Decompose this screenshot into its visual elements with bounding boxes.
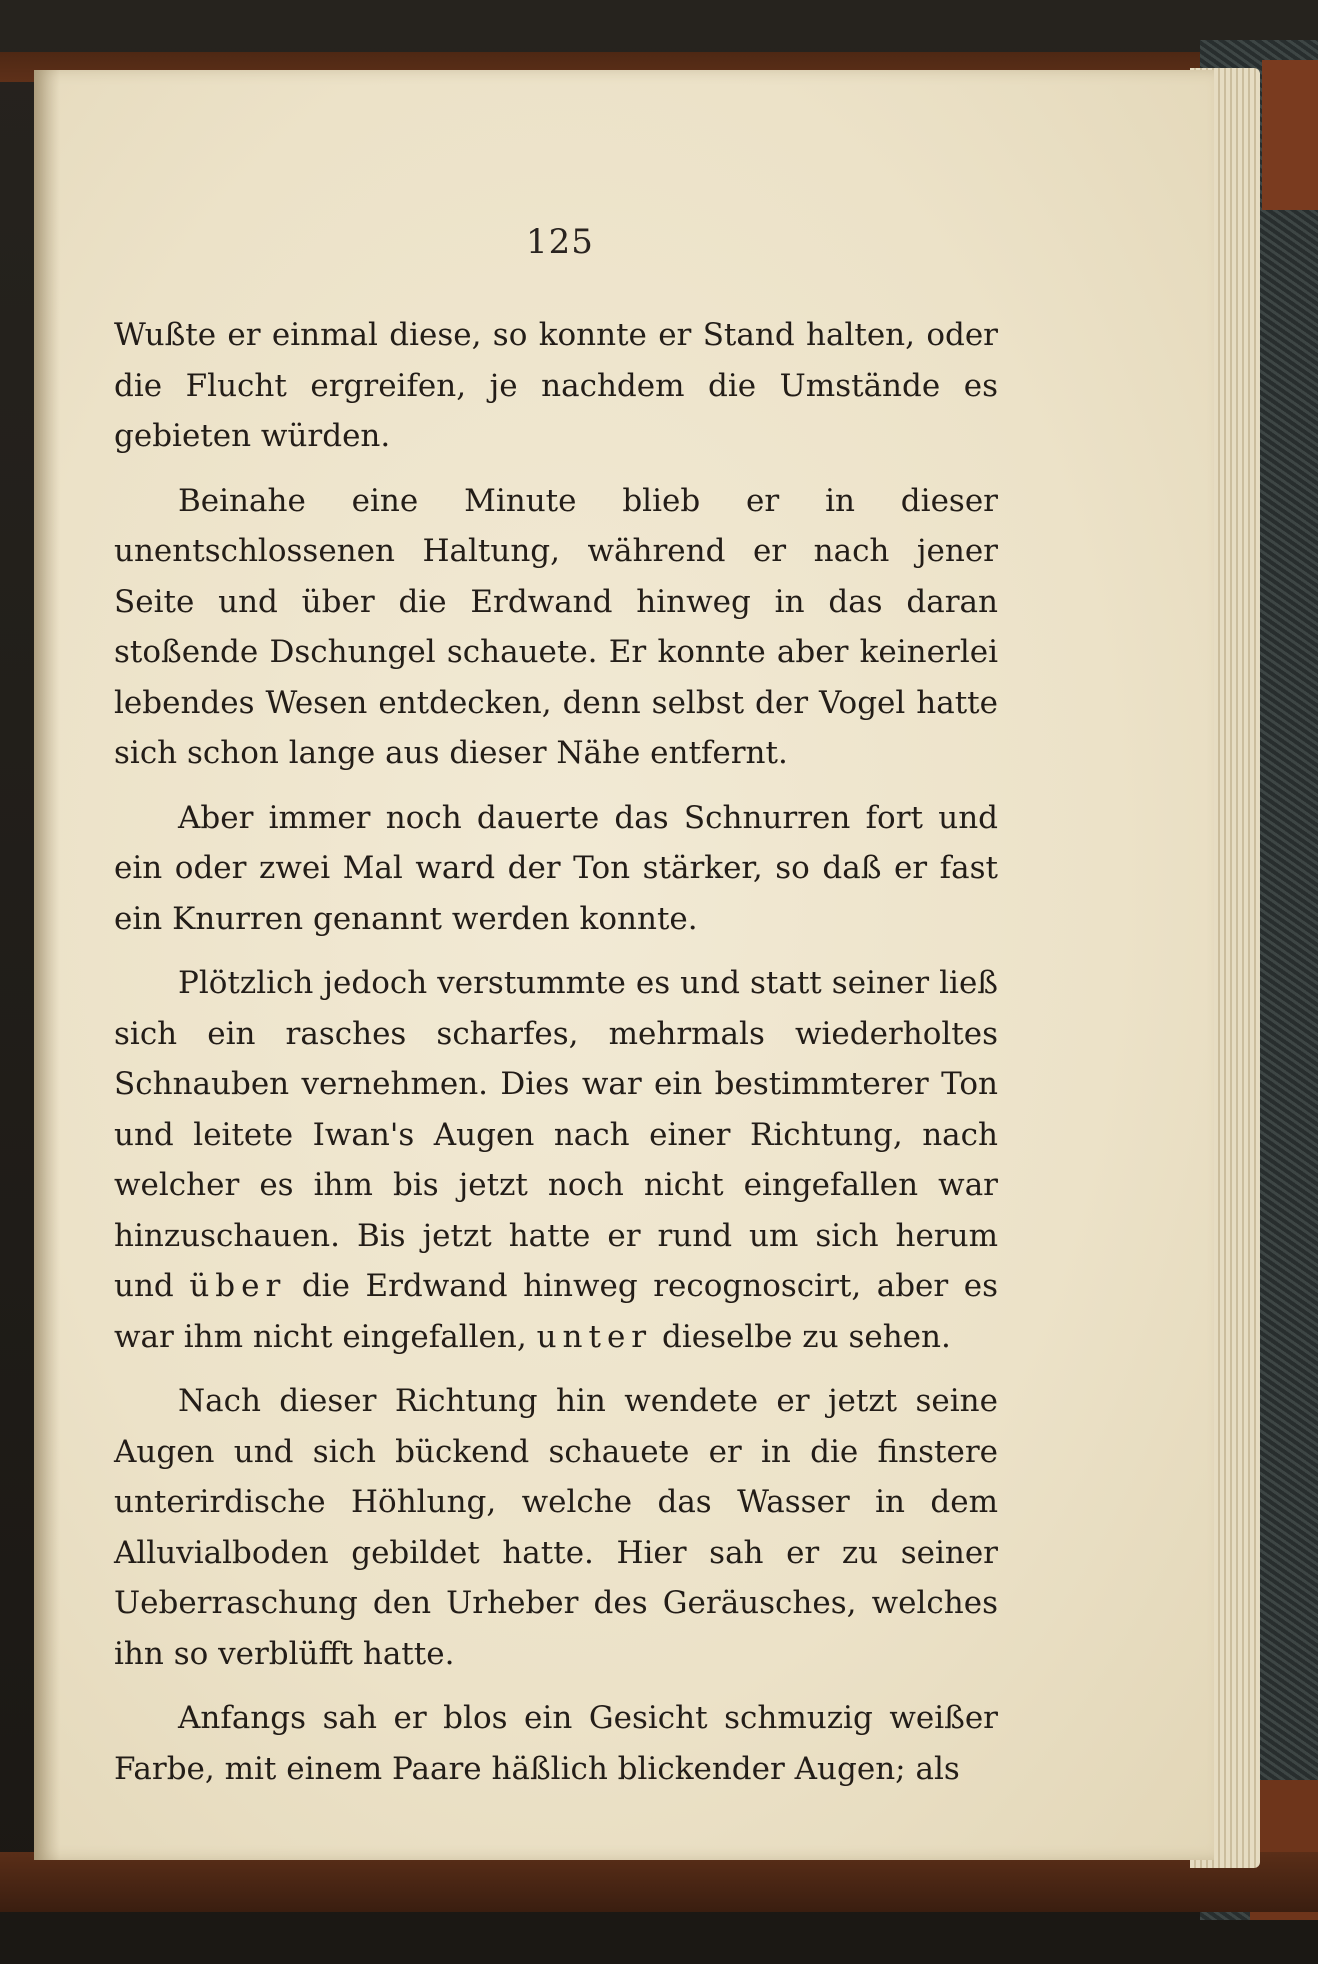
- paragraph-4: [114, 958, 998, 1362]
- paragraph-4-part-1: Plötzlich jedoch verstummte es und statt seiner ließ sich ein rasches scharfes, mehrmals wiederholtes Schnauben vernehmen. Dies war ein bestimmterer Ton und leitete Iwan's Augen nach einer Richtung, nach welcher es ihm bis jetzt noch nicht eingefallen war hinzuschauen. Bis jetzt hatte er rund um sich herum und: [114, 965, 998, 1304]
- book-cover-bottom-edge: [0, 1852, 1318, 1912]
- paragraph-6: Anfangs sah er blos ein Gesicht schmuzig weißer Farbe, mit einem Paare häßlich blickender Augen; als: [114, 1700, 998, 1787]
- paragraph-4-part-3: dieselbe zu sehen.: [652, 1318, 951, 1355]
- gutter-shadow: [34, 70, 60, 1860]
- paragraph-4-part-2: die Erdwand hinweg recognoscirt, aber es war ihm nicht eingefallen,: [114, 1268, 998, 1355]
- paragraph-1: Wußte er einmal diese, so konnte er Stand halten, oder die Flucht ergreifen, je nachdem die Umstände es gebieten würden.: [114, 317, 998, 454]
- paragraph-3: Aber immer noch dauerte das Schnurren fort und ein oder zwei Mal ward der Ton stärker, so daß er fast ein Knurren genannt werden konnte.: [114, 799, 998, 937]
- emphasis-uber: über: [189, 1268, 287, 1304]
- book-page: [34, 70, 1214, 1860]
- page-text: [114, 310, 998, 1808]
- emphasis-unter: unter: [536, 1318, 653, 1355]
- page-number: 125: [526, 222, 594, 262]
- paragraph-2: Beinahe eine Minute blieb er in dieser unentschlossenen Haltung, während er nach jener Seite und über die Erdwand hinweg in das daran stoßende Dschungel schauete. Er konnte aber keinerlei lebendes Wesen entdecken, denn selbst der Vogel hatte sich schon lange aus dieser Nähe entfernt.: [114, 482, 998, 771]
- paragraph-5: Nach dieser Richtung hin wendete er jetzt seine Augen und sich bückend schauete er in die finstere unterirdische Höhlung, welche das Wasser in dem Alluvialboden gebildet hatte. Hier sah er zu seiner Ueberraschung den Urheber des Geräusches, welches ihn so verblüfft hatte.: [114, 1383, 998, 1672]
- book-cover-leather-corner-top: [1262, 60, 1318, 210]
